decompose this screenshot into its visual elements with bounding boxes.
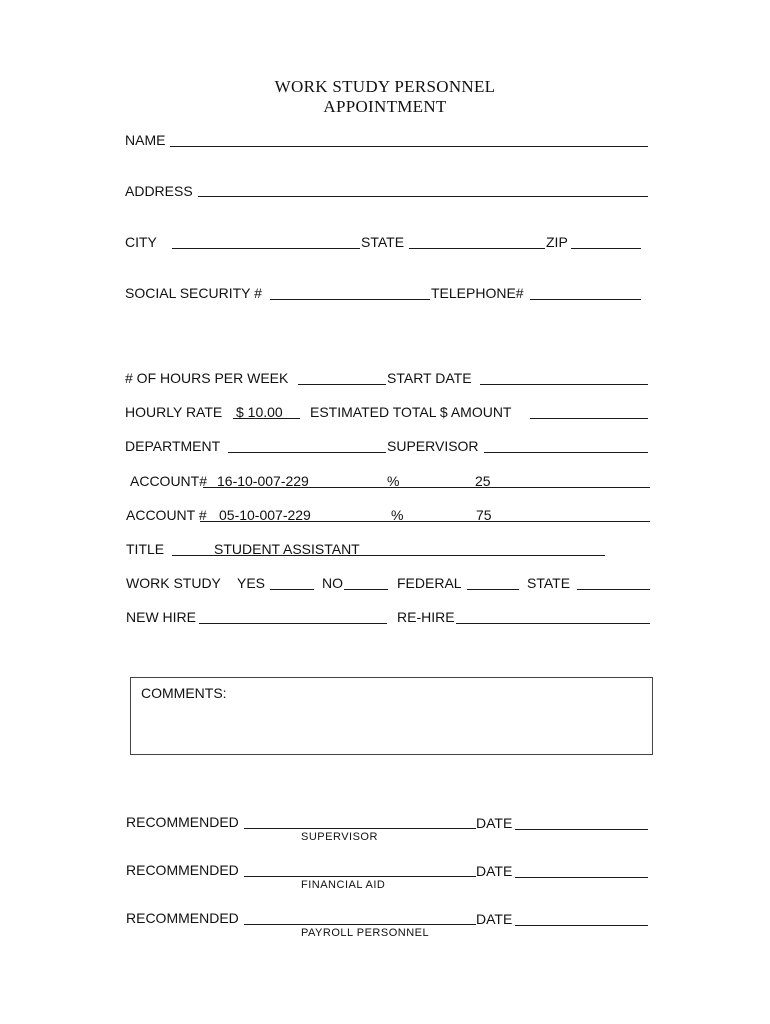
recommended-supervisor-date-field[interactable] [515,829,648,830]
work-study-yes-field[interactable] [270,589,314,590]
ssn-label: SOCIAL SECURITY # [125,285,262,301]
recommended-financial-aid-date-label: DATE [476,863,513,879]
address-label: ADDRESS [125,183,193,199]
supervisor-caption: SUPERVISOR [301,831,378,843]
form-title-line1: WORK STUDY PERSONNEL [274,77,496,96]
recommended-payroll-date-label: DATE [476,911,513,927]
account2-label: ACCOUNT # [126,507,207,523]
state-label: STATE [361,234,405,250]
recommended-supervisor-label: RECOMMENDED [126,814,239,830]
recommended-supervisor-date-label: DATE [476,815,513,831]
city-label: CITY [125,234,157,250]
hourly-rate-label: HOURLY RATE [125,404,223,420]
form-title-line2: APPOINTMENT [323,97,447,116]
re-hire-field[interactable] [456,623,650,624]
account2-percent-sign: % [391,507,404,523]
work-study-yes-label: YES [237,575,266,591]
start-date-field[interactable] [480,384,648,385]
account1-percent: 25 [475,473,491,489]
department-field[interactable] [228,452,386,453]
zip-field[interactable] [571,248,641,249]
recommended-financial-aid-label: RECOMMENDED [126,862,239,878]
work-study-state-field[interactable] [577,589,650,590]
recommended-financial-aid-date-field[interactable] [515,877,648,878]
start-date-label: START DATE [387,370,472,386]
hours-per-week-field[interactable] [298,384,386,385]
work-study-federal-label: FEDERAL [397,575,462,591]
name-label: NAME [125,132,166,148]
city-field[interactable] [172,248,360,249]
hourly-rate-value: $ 10.00 [236,404,283,420]
estimated-total-label: ESTIMATED TOTAL $ AMOUNT [310,404,512,420]
department-label: DEPARTMENT [125,438,221,454]
account1-label: ACCOUNT# [130,473,208,489]
recommended-payroll-date-field[interactable] [515,925,648,926]
zip-label: ZIP [546,234,568,250]
recommended-supervisor-signature-field[interactable] [244,828,476,829]
financial-aid-caption: FINANCIAL AID [301,879,386,891]
account2-percent: 75 [476,507,492,523]
payroll-personnel-caption: PAYROLL PERSONNEL [301,927,430,939]
supervisor-field[interactable] [484,452,648,453]
comments-box[interactable] [130,677,653,755]
supervisor-label: SUPERVISOR [387,438,479,454]
name-field[interactable] [170,146,648,147]
new-hire-field[interactable] [199,623,387,624]
recommended-financial-aid-signature-field[interactable] [244,876,476,877]
work-study-state-label: STATE [527,575,571,591]
title-label: TITLE [126,541,165,557]
telephone-label: TELEPHONE# [431,285,524,301]
account1-number: 16-10-007-229 [217,473,309,489]
re-hire-label: RE-HIRE [397,609,455,625]
address-field[interactable] [198,196,648,197]
title-value: STUDENT ASSISTANT [214,541,360,557]
work-study-no-field[interactable] [344,589,388,590]
account2-number: 05-10-007-229 [219,507,311,523]
ssn-field[interactable] [270,299,430,300]
estimated-total-field[interactable] [530,418,648,419]
work-study-label: WORK STUDY [126,575,221,591]
work-study-federal-field[interactable] [467,589,519,590]
hours-per-week-label: # OF HOURS PER WEEK [125,370,289,386]
account1-percent-sign: % [387,473,400,489]
comments-label: COMMENTS: [141,685,227,701]
work-study-no-label: NO [322,575,343,591]
recommended-payroll-label: RECOMMENDED [126,910,239,926]
recommended-payroll-signature-field[interactable] [244,924,476,925]
telephone-field[interactable] [530,299,641,300]
state-field[interactable] [409,248,545,249]
new-hire-label: NEW HIRE [126,609,196,625]
